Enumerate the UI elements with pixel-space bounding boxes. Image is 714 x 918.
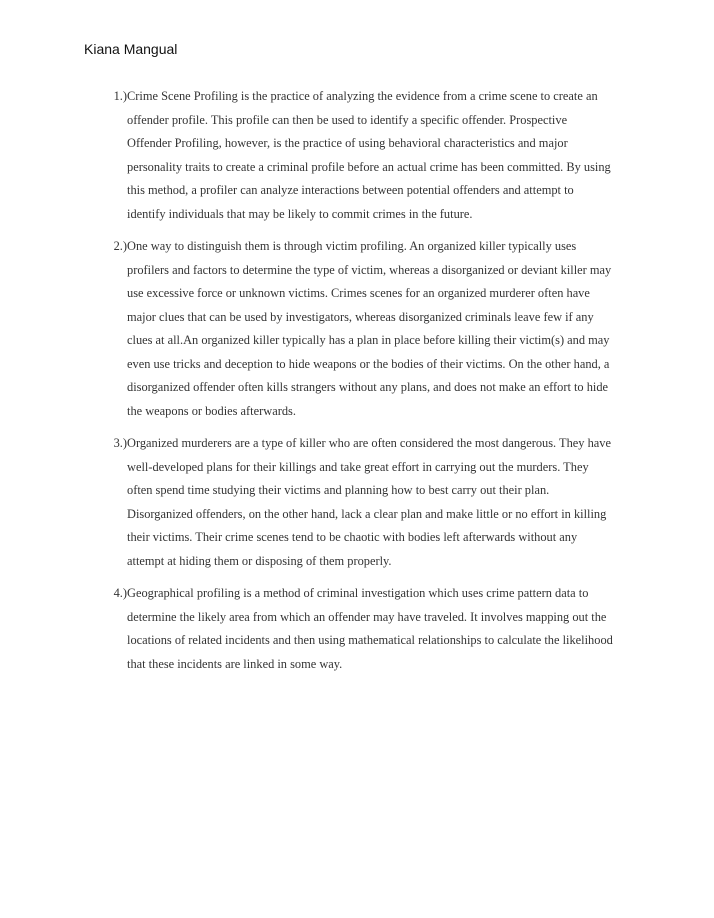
answer-item [84, 432, 644, 573]
answer-line: identify individuals that may be likely to commit crimes in the future. [127, 206, 473, 221]
answer-line: determine the likely area from which an offender may have traveled. It involves mapping out the [127, 609, 607, 624]
answer-line: major clues that can be used by investigators, whereas disorganized criminals leave few if any [127, 309, 594, 324]
answer-item [84, 235, 644, 423]
answer-line: Geographical profiling is a method of criminal investigation which uses crime pattern data to [127, 586, 589, 600]
answer-text [127, 432, 644, 573]
answer-text [127, 85, 644, 226]
answer-text [127, 235, 644, 423]
answer-line: well-developed plans for their killings and take great effort in carrying out the murders. They [127, 459, 589, 474]
answer-line: often spend time studying their victims and planning how to best carry out their plan. [127, 483, 550, 497]
answer-line: personality traits to create a criminal profile before an actual crime has been committed. By using [127, 159, 611, 174]
answer-line: clues at all.An organized killer typically has a plan in place before killing their victim(s) and may [127, 333, 610, 347]
answer-line: this method, a profiler can analyze interactions between potential offenders and attempt to [127, 183, 574, 197]
answer-line: even use tricks and deception to hide weapons or the bodies of their victims. On the other hand, a [127, 356, 610, 371]
answer-line: offender profile. This profile can then be used to identify a specific offender. Prospective [127, 112, 568, 127]
answer-text [127, 582, 644, 676]
answer-number: 2.) [113, 239, 127, 253]
answer-number: 3.) [113, 436, 127, 450]
answer-line: that these incidents are linked in some way. [127, 656, 343, 671]
answer-line: locations of related incidents and then using mathematical relationships to calculate the likelihood [127, 633, 613, 647]
answer-line: the weapons or bodies afterwards. [127, 403, 296, 418]
author-name: Kiana Mangual [84, 41, 178, 57]
answer-list [84, 85, 644, 685]
answer-line: Disorganized offenders, on the other hand, lack a clear plan and make little or no effort in killing [127, 506, 607, 521]
answer-line: Organized murderers are a type of killer who are often considered the most dangerous. They have [127, 436, 611, 450]
answer-number: 1.) [113, 89, 127, 103]
answer-line: attempt at hiding them or disposing of them properly. [127, 553, 392, 568]
answer-item [84, 582, 644, 676]
answer-line: disorganized offender often kills strangers without any plans, and does not make an effort to hide [127, 380, 609, 394]
answer-line: One way to distinguish them is through victim profiling. An organized killer typically uses [127, 239, 577, 253]
answer-line: profilers and factors to determine the type of victim, whereas a disorganized or deviant killer may [127, 262, 612, 277]
answer-line: Crime Scene Profiling is the practice of analyzing the evidence from a crime scene to create an [127, 89, 598, 103]
answer-line: their victims. Their crime scenes tend to be chaotic with bodies left afterwards without any [127, 530, 578, 544]
answer-line: Offender Profiling, however, is the practice of using behavioral characteristics and major [127, 136, 568, 150]
answer-line: use excessive force or unknown victims. Crimes scenes for an organized murderer often have [127, 286, 590, 300]
answer-number: 4.) [113, 586, 127, 600]
answer-item [84, 85, 644, 226]
